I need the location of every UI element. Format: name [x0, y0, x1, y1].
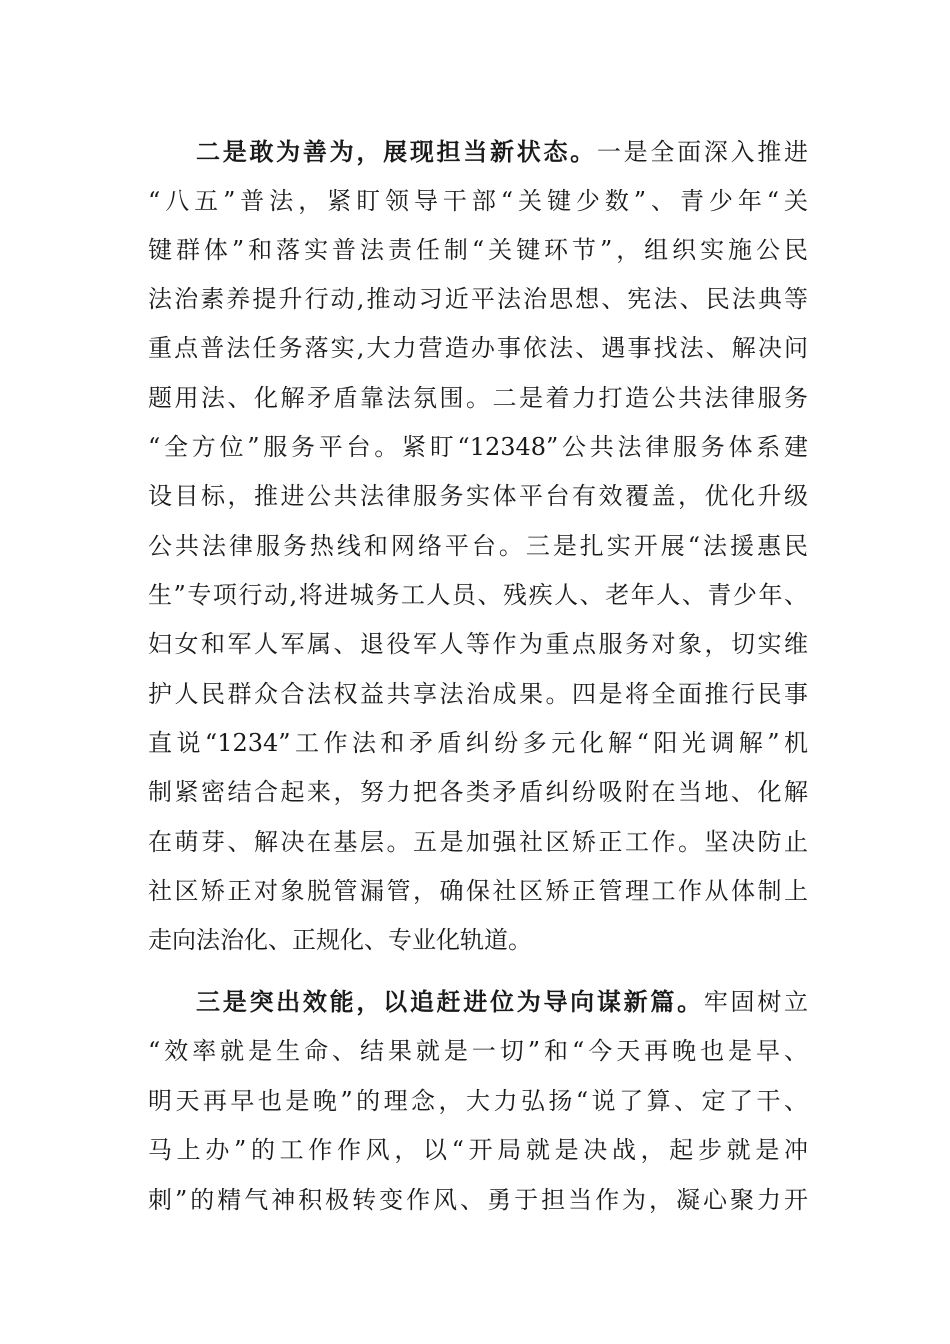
paragraph-1-line-1	[196, 137, 808, 167]
paragraph-1-line-15: 在萌芽、解决在基层。五是加强社区矫正工作。坚决防止	[148, 828, 808, 856]
paragraph-1-line-2: “八五”普法，紧盯领导干部“关键少数”、青少年“关	[148, 187, 808, 215]
paragraph-1-line-12: 护人民群众合法权益共享法治成果。四是将全面推行民事	[148, 680, 808, 708]
paragraph-1-line-13: 直说“1234”工作法和矛盾纠纷多元化解“阳光调解”机	[148, 729, 808, 757]
paragraph-2-lead: 三是突出效能，以追赶进位为导向谋新篇。	[196, 987, 704, 1016]
paragraph-1-line-1-text: 一是全面深入推进	[596, 138, 809, 166]
paragraph-1-line-11: 妇女和军人军属、退役军人等作为重点服务对象，切实维	[148, 630, 808, 658]
paragraph-1-line-9: 公共法律服务热线和网络平台。三是扎实开展“法援惠民	[148, 532, 808, 560]
paragraph-2-line-1-text: 牢固树立	[703, 988, 809, 1016]
paragraph-2-line-5: 刺”的精气神积极转变作风、勇于担当作为，凝心聚力开	[148, 1186, 808, 1214]
paragraph-1-line-4: 法治素养提升行动,推动习近平法治思想、宪法、民法典等	[148, 285, 808, 313]
paragraph-2-line-2: “效率就是生命、结果就是一切”和“今天再晚也是早、	[148, 1037, 808, 1065]
paragraph-1-line-10: 生”专项行动,将进城务工人员、残疾人、老年人、青少年、	[148, 581, 808, 609]
paragraph-1-line-17: 走向法治化、正规化、专业化轨道。	[148, 926, 532, 954]
paragraph-1-line-8: 设目标，推进公共法律服务实体平台有效覆盖，优化升级	[148, 482, 808, 510]
paragraph-2-line-1	[196, 987, 808, 1017]
paragraph-2-line-3: 明天再早也是晚”的理念，大力弘扬“说了算、定了干、	[148, 1087, 808, 1115]
paragraph-1-line-16: 社区矫正对象脱管漏管，确保社区矫正管理工作从体制上	[148, 877, 808, 905]
paragraph-1-line-3: 键群体”和落实普法责任制“关键环节”，组织实施公民	[148, 236, 808, 264]
paragraph-1-line-14: 制紧密结合起来，努力把各类矛盾纠纷吸附在当地、化解	[148, 778, 808, 806]
paragraph-1-line-7: “全方位”服务平台。紧盯“12348”公共法律服务体系建	[148, 433, 808, 461]
paragraph-2-line-4: 马上办”的工作作风，以“开局就是决战，起步就是冲	[148, 1136, 808, 1164]
paragraph-1-line-6: 题用法、化解矛盾靠法氛围。二是着力打造公共法律服务	[148, 384, 808, 412]
paragraph-1-line-5: 重点普法任务落实,大力营造办事依法、遇事找法、解决问	[148, 334, 808, 362]
paragraph-1-lead: 二是敢为善为，展现担当新状态。	[196, 137, 597, 166]
